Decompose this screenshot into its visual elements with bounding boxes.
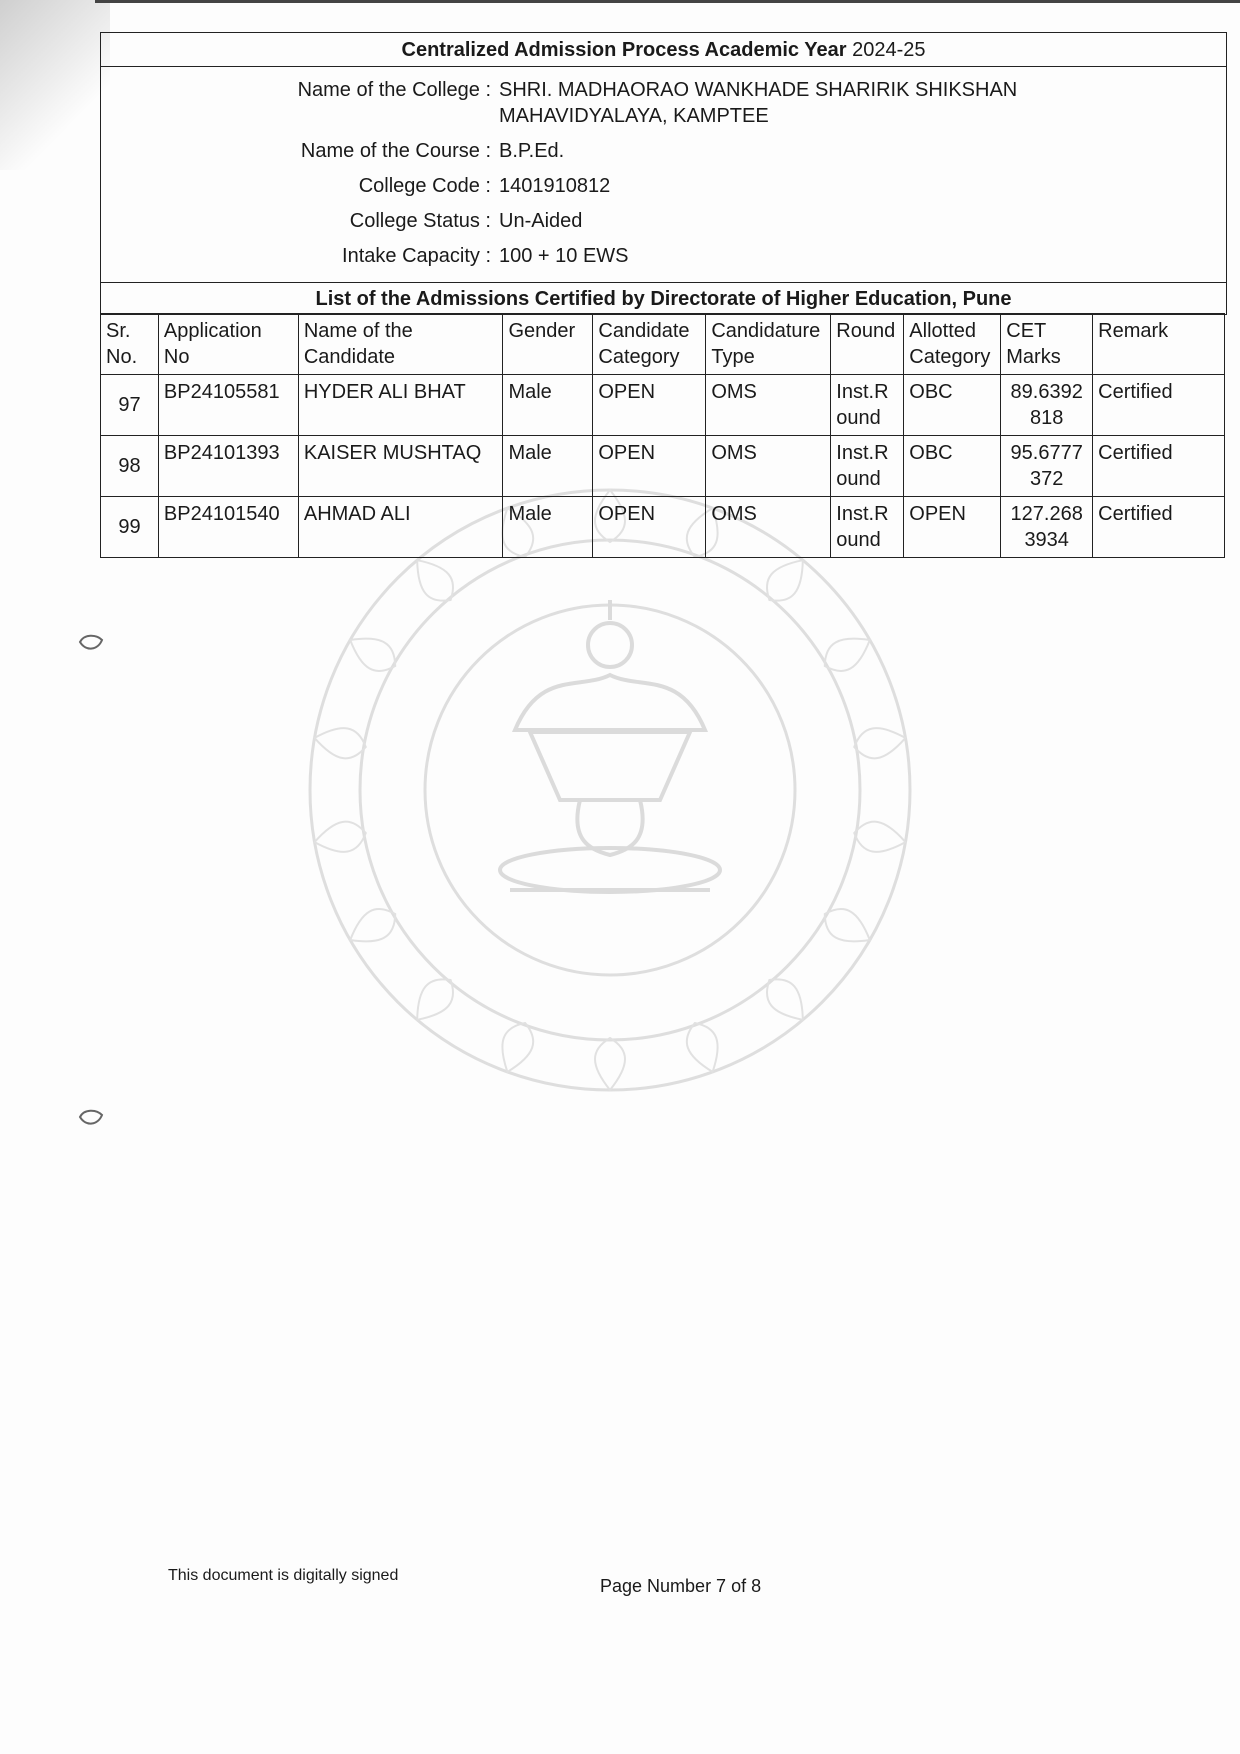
college-code-row xyxy=(101,173,1226,199)
college-name-value xyxy=(499,77,1059,129)
cell-round: Inst.Round xyxy=(831,436,904,497)
government-seal-watermark xyxy=(290,470,930,1110)
table-row xyxy=(101,497,1225,558)
cell-round: Inst.Round xyxy=(831,497,904,558)
cell-candidature-type: OMS xyxy=(706,375,831,436)
top-edge-line xyxy=(95,0,1240,3)
college-name-line1: SHRI. MADHAORAO WANKHADE SHARIRIK SHIKSHAN xyxy=(499,79,1018,101)
college-name-row xyxy=(101,77,1226,129)
cell-candidate-name: KAISER MUSHTAQ xyxy=(298,436,503,497)
header-candidature-type: Candidature Type xyxy=(706,314,831,375)
cell-allotted-category: OPEN xyxy=(904,497,1001,558)
cell-sr-no: 97 xyxy=(101,375,159,436)
cell-allotted-category: OBC xyxy=(904,375,1001,436)
cell-gender: Male xyxy=(503,497,593,558)
header-cet-marks: CET Marks xyxy=(1001,314,1093,375)
digital-signature-note: This document is digitally signed xyxy=(168,1567,399,1584)
cell-candidate-name: AHMAD ALI xyxy=(298,497,503,558)
cell-round: Inst.Round xyxy=(831,375,904,436)
header-gender: Gender xyxy=(503,314,593,375)
cell-sr-no: 99 xyxy=(101,497,159,558)
college-code-label: College Code : xyxy=(358,175,491,197)
intake-capacity-label: Intake Capacity : xyxy=(342,245,491,267)
cell-candidate-category: OPEN xyxy=(593,497,706,558)
college-status-row xyxy=(101,208,1226,234)
cell-remark: Certified xyxy=(1093,375,1225,436)
cell-candidature-type: OMS xyxy=(706,497,831,558)
college-name-line2: MAHAVIDYALAYA, KAMPTEE xyxy=(499,105,769,127)
cell-cet-marks: 95.6777372 xyxy=(1001,436,1093,497)
cell-candidate-category: OPEN xyxy=(593,436,706,497)
cell-remark: Certified xyxy=(1093,497,1225,558)
punch-hole-mark-icon xyxy=(76,1105,106,1129)
cell-sr-no: 98 xyxy=(101,436,159,497)
cell-cet-marks: 89.6392818 xyxy=(1001,375,1093,436)
course-row xyxy=(101,138,1226,164)
page-corner-fold xyxy=(0,0,110,170)
header-candidate-name: Name of the Candidate xyxy=(298,314,503,375)
table-row xyxy=(101,375,1225,436)
page-title xyxy=(101,33,1226,67)
cell-application-no: BP24101540 xyxy=(158,497,298,558)
cell-candidate-category: OPEN xyxy=(593,375,706,436)
cell-application-no: BP24101393 xyxy=(158,436,298,497)
cell-candidate-name: HYDER ALI BHAT xyxy=(298,375,503,436)
cell-allotted-category: OBC xyxy=(904,436,1001,497)
table-header-row xyxy=(101,314,1225,375)
intake-capacity-value: 100 + 10 EWS xyxy=(499,245,629,267)
header-round: Round xyxy=(831,314,904,375)
header-remark: Remark xyxy=(1093,314,1225,375)
table-row xyxy=(101,436,1225,497)
cell-gender: Male xyxy=(503,375,593,436)
punch-hole-mark-icon xyxy=(76,630,106,654)
cell-remark: Certified xyxy=(1093,436,1225,497)
cell-candidature-type: OMS xyxy=(706,436,831,497)
list-title: List of the Admissions Certified by Directorate of Higher Education, Pune xyxy=(101,282,1226,314)
title-text: Centralized Admission Process Academic Year xyxy=(401,39,847,61)
college-status-value: Un-Aided xyxy=(499,210,583,232)
cell-application-no: BP24105581 xyxy=(158,375,298,436)
college-name-label: Name of the College : xyxy=(297,79,491,101)
course-label: Name of the Course : xyxy=(300,140,491,162)
header-sr-no: Sr. No. xyxy=(101,314,159,375)
header-application-no: Application No xyxy=(158,314,298,375)
page-number: Page Number 7 of 8 xyxy=(600,1576,762,1596)
college-details xyxy=(101,67,1226,282)
header-allotted-category: Allotted Category xyxy=(904,314,1001,375)
college-info-sheet xyxy=(100,32,1227,315)
academic-year: 2024-25 xyxy=(852,39,926,61)
college-code-value: 1401910812 xyxy=(499,175,611,197)
cell-gender: Male xyxy=(503,436,593,497)
course-value: B.P.Ed. xyxy=(499,140,565,162)
cell-cet-marks: 127.2683934 xyxy=(1001,497,1093,558)
header-candidate-category: Candidate Category xyxy=(593,314,706,375)
college-status-label: College Status : xyxy=(349,210,491,232)
admissions-table xyxy=(100,313,1225,558)
intake-capacity-row xyxy=(101,243,1226,269)
